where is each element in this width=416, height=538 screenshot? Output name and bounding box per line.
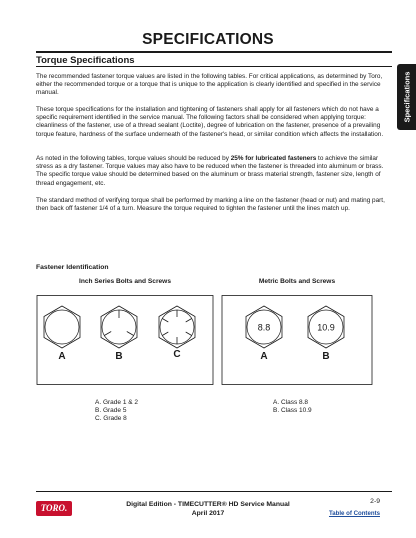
legend-metric-a: A. Class 8.8: [273, 399, 309, 406]
inch-panel-frame: [37, 296, 213, 385]
page-title: SPECIFICATIONS: [142, 31, 274, 48]
inch-label-a: A: [58, 351, 66, 362]
lubrication-emphasis: 25% for lubricated fasteners: [230, 155, 317, 162]
metric-panel-frame: [222, 296, 372, 385]
bolt-head-grade-1-2-icon: [44, 306, 80, 348]
legend-inch-c: C. Grade 8: [95, 415, 127, 422]
inch-series-title: Inch Series Bolts and Screws: [79, 278, 171, 285]
bolt-head-grade-8-icon: [159, 306, 195, 348]
page-number: 2-9: [370, 498, 380, 505]
manual-date-line: April 2017: [191, 510, 225, 517]
metric-label-a: A: [260, 351, 268, 362]
lubrication-text-start: As noted in the following tables, torque values should be reduced by: [36, 155, 231, 162]
legend-metric-b: B. Class 10.9: [273, 407, 312, 414]
toro-logo: [36, 501, 72, 516]
fastener-identification-heading: Fastener Identification: [36, 264, 109, 271]
manual-edition-line: Digital Edition - TIMECUTTER® HD Service Manual: [126, 501, 290, 508]
head-mark-8-8: 8.8: [257, 322, 271, 333]
head-mark-10-9: 10.9: [317, 322, 335, 333]
paragraph-verification: The standard method of verifying torque shall be performed by marking a line on the fastener (head or nut) and mating part, then back off fastener 1/4 of a turn. Measure the torque required to tighten the fastener until the lines match up.: [36, 197, 385, 213]
legend-inch-b: B. Grade 5: [95, 407, 127, 414]
lubrication-text-end: to achieve the similar stress as a dry fastener. Torque values may also have to be reduced when the fastener is threaded into aluminum or brass. The specific torque value should be determined based on the aluminum or brass material strength, fastener size, length of thread engagement, etc.: [36, 155, 384, 187]
paragraph-intro: The recommended fastener torque values are listed in the following tables. For critical applications, as determined by Toro, either the recommended torque or a torque that is unique to the application is clearly identified and specified in the service manual.: [36, 73, 383, 97]
fastener-identification-figure: [36, 287, 392, 403]
side-tab-label: Specifications: [402, 71, 411, 123]
section-side-tab[interactable]: [397, 64, 416, 130]
title-divider: [36, 51, 392, 53]
section-divider: [36, 66, 392, 67]
toro-logo-text: TORO.: [40, 503, 68, 513]
legend-inch-a: A. Grade 1 & 2: [95, 399, 138, 406]
section-heading: Torque Specifications: [36, 55, 135, 66]
table-of-contents-link[interactable]: Table of Contents: [328, 510, 380, 517]
paragraph-lubrication: [36, 155, 386, 188]
bolt-head-grade-5-icon: [101, 306, 137, 348]
paragraph-factors: These torque specifications for the installation and tightening of fasteners shall apply for all fasteners which do not have a specific requirement identified in the service manual. The following factors shall be considered when applying torque: cleanliness of the fastener, use of a thread sealant (Loctite), degree of lubrication on the fastener, presence of a prevailing torque feature, hardness of the surface underneath of the fastener's head, or similar condition which affects the installation.: [36, 106, 384, 138]
inch-label-b: B: [115, 351, 123, 362]
inch-label-c: C: [173, 349, 181, 360]
footer-divider: [36, 491, 392, 492]
footer-manual-title: [110, 500, 306, 518]
metric-series-title: Metric Bolts and Screws: [258, 278, 336, 285]
metric-label-b: B: [322, 351, 330, 362]
